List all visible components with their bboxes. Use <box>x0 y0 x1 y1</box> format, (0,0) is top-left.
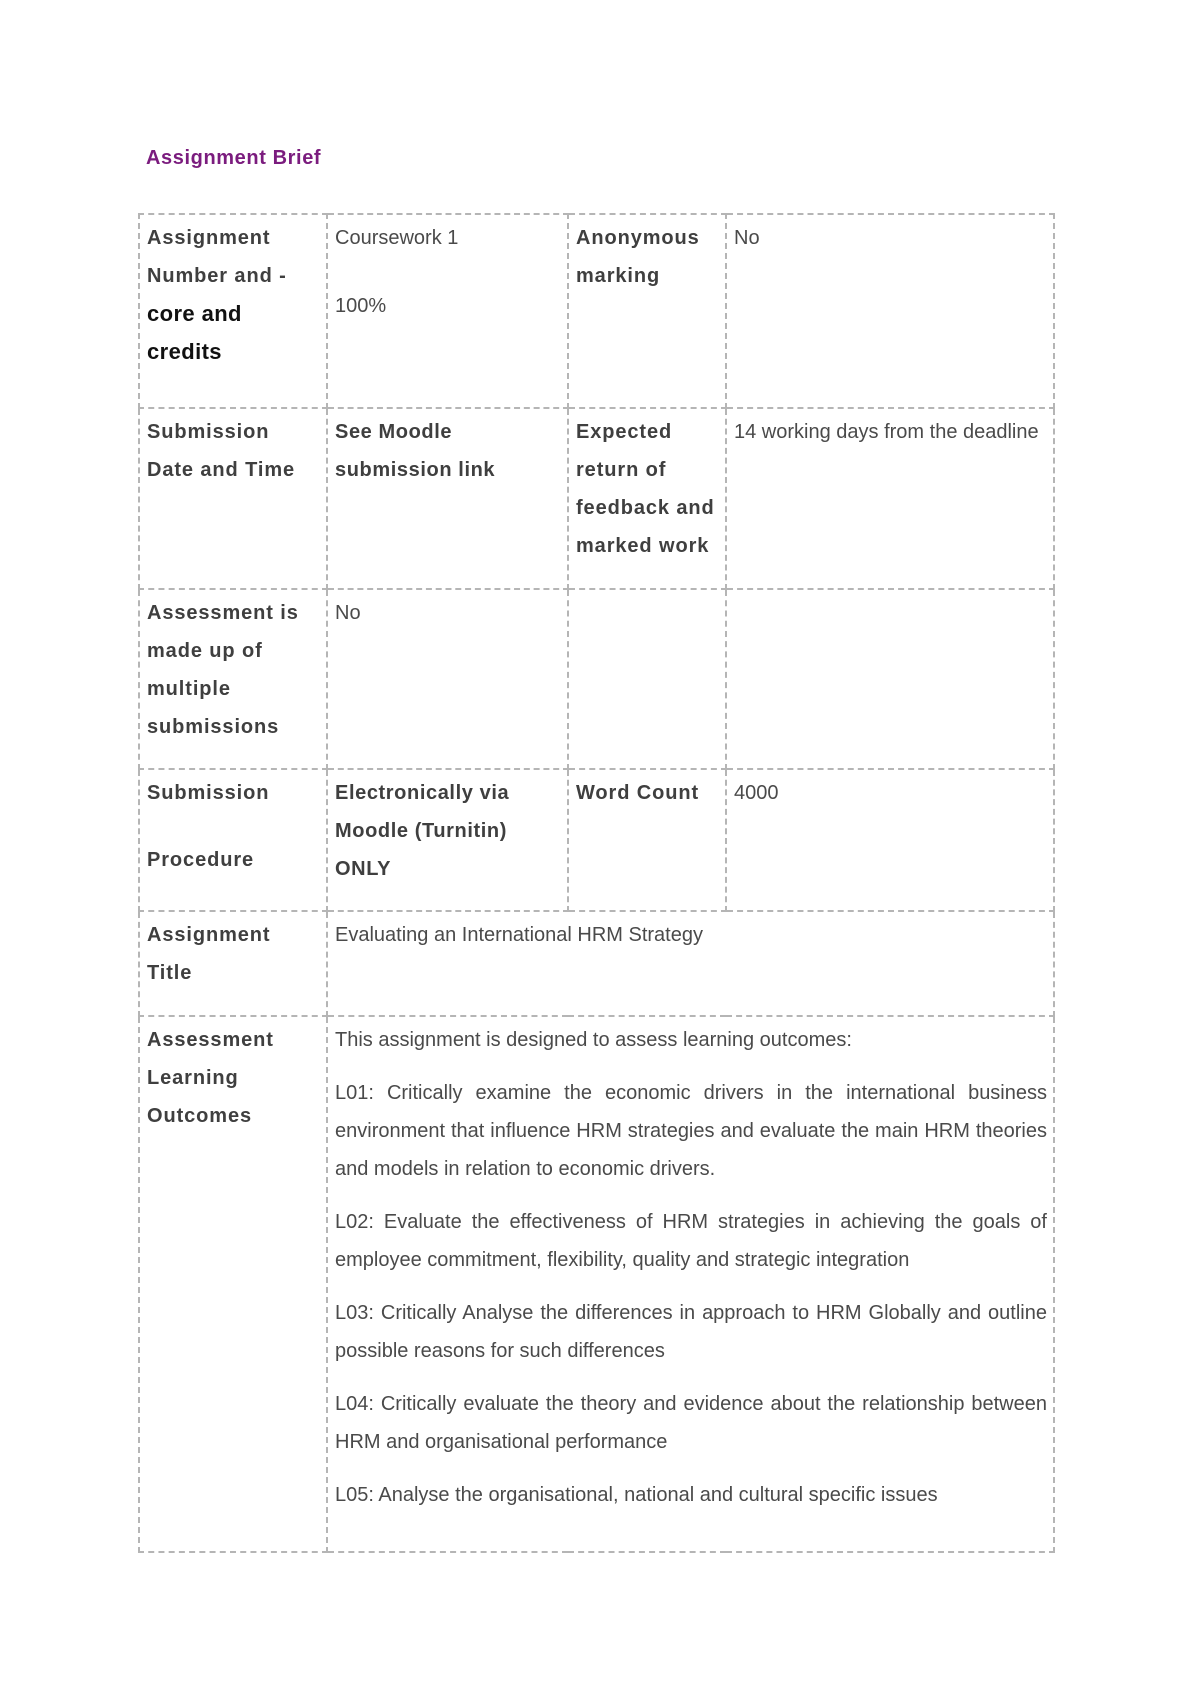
cell-label-assignment-title <box>139 911 327 1016</box>
assignment-title-label: Assignment Title <box>147 924 271 984</box>
cell-value-anonymous-marking <box>726 214 1054 408</box>
row-submission-date <box>139 408 1054 589</box>
learning-outcomes-intro: This assignment is designed to assess learning outcomes: <box>335 1029 852 1051</box>
feedback-return-label: Expected return of feedback and marked work <box>576 421 715 557</box>
learning-outcomes-label: Assessment Learning Outcomes <box>147 1029 274 1127</box>
submission-date-label: Submission Date and Time <box>147 421 296 481</box>
word-count-value: 4000 <box>734 782 779 804</box>
label-line: credits <box>147 339 222 364</box>
cell-label-anonymous-marking <box>568 214 726 408</box>
coursework-value: Coursework 1 <box>335 227 459 249</box>
row-learning-outcomes <box>139 1016 1054 1552</box>
label-line: Submission <box>147 782 270 804</box>
multiple-submissions-label: Assessment is made up of multiple submissions <box>147 602 299 738</box>
cell-label-learning-outcomes <box>139 1016 327 1552</box>
label-line: core and <box>147 301 242 326</box>
label-line: Number and - <box>147 265 287 287</box>
cell-empty <box>568 589 726 769</box>
anonymous-marking-label: Anonymous marking <box>576 227 700 287</box>
assignment-title-value: Evaluating an International HRM Strategy <box>335 924 703 946</box>
row-assignment-title <box>139 911 1054 1016</box>
cell-value-submission-date <box>327 408 568 589</box>
cell-value-word-count <box>726 769 1054 911</box>
word-count-label: Word Count <box>576 782 700 804</box>
cell-value-learning-outcomes <box>327 1016 1054 1552</box>
learning-outcome-item: L03: Critically Analyse the differences in approach to HRM Globally and outline possible reasons for such differences <box>335 1302 1047 1362</box>
multiple-submissions-value: No <box>335 602 361 624</box>
feedback-return-value: 14 working days from the deadline <box>734 421 1039 443</box>
cell-label-submission-procedure <box>139 769 327 911</box>
cell-value-assignment-number <box>327 214 568 408</box>
cell-empty <box>726 589 1054 769</box>
learning-outcome-item: L02: Evaluate the effectiveness of HRM strategies in achieving the goals of employee commitment, flexibility, quality and strategic integration <box>335 1211 1047 1271</box>
label-line: Procedure <box>147 849 255 871</box>
learning-outcome-item: L04: Critically evaluate the theory and evidence about the relationship between HRM and organisational performance <box>335 1393 1047 1453</box>
weighting-value: 100% <box>335 295 387 317</box>
cell-label-multiple-submissions <box>139 589 327 769</box>
row-assignment-number <box>139 214 1054 408</box>
cell-label-submission-date <box>139 408 327 589</box>
cell-value-submission-procedure <box>327 769 568 911</box>
submission-procedure-value: Electronically via Moodle (Turnitin) ONLY <box>335 782 510 880</box>
cell-value-feedback-return <box>726 408 1054 589</box>
label-line: Assignment <box>147 227 271 249</box>
cell-label-feedback-return <box>568 408 726 589</box>
cell-label-assignment-number <box>139 214 327 408</box>
cell-value-assignment-title <box>327 911 1054 1016</box>
row-multiple-submissions <box>139 589 1054 769</box>
learning-outcome-item: L05: Analyse the organisational, national and cultural specific issues <box>335 1484 938 1506</box>
submission-date-value: See Moodle submission link <box>335 421 496 481</box>
page-title: Assignment Brief <box>146 147 322 169</box>
row-submission-procedure <box>139 769 1054 911</box>
assignment-brief-table <box>138 213 1055 1553</box>
cell-label-word-count <box>568 769 726 911</box>
cell-value-multiple-submissions <box>327 589 568 769</box>
anonymous-marking-value: No <box>734 227 760 249</box>
learning-outcome-item: L01: Critically examine the economic drivers in the international business environment that influence HRM strategies and evaluate the main HRM theories and models in relation to economic drivers. <box>335 1082 1047 1180</box>
